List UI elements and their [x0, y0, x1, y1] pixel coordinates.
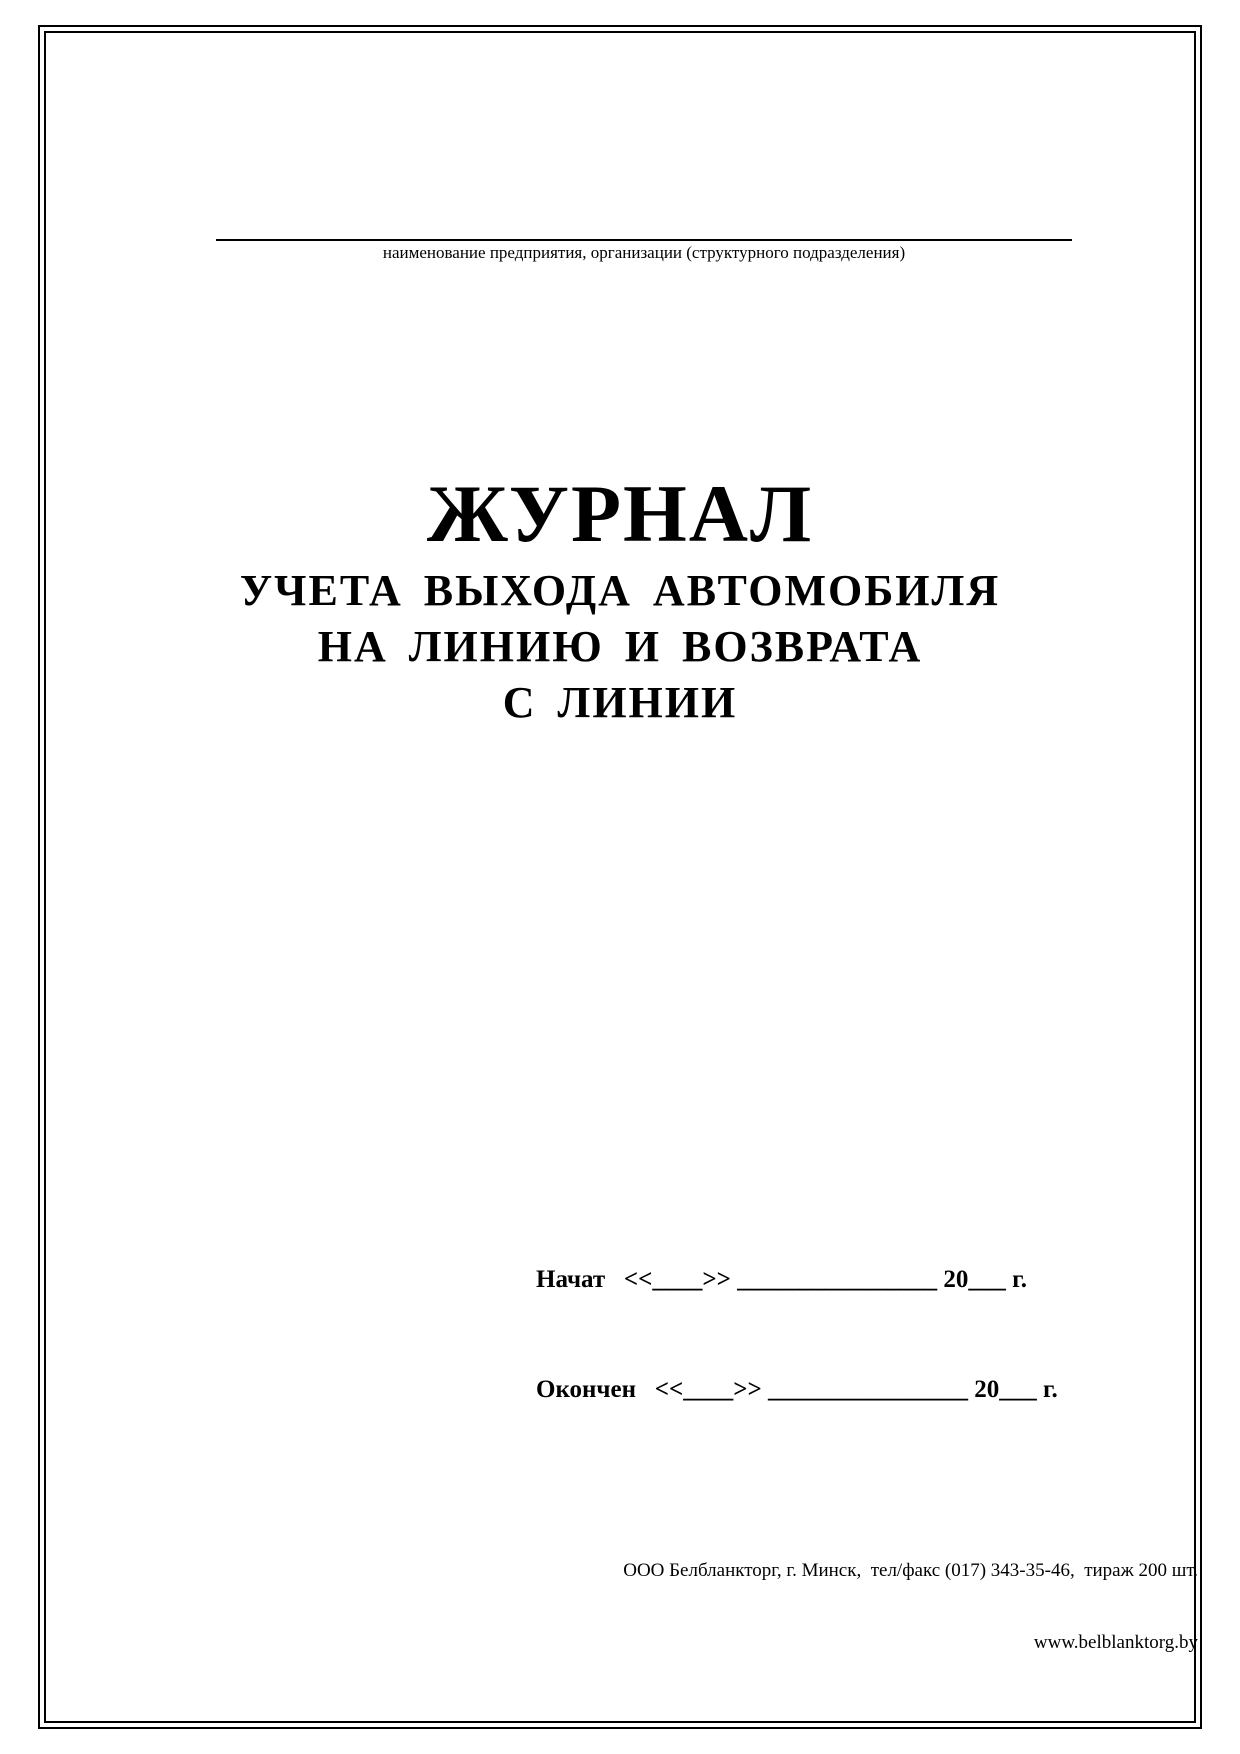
page-border-inner	[44, 31, 1196, 1723]
document-subtitle-line-1: УЧЕТА ВЫХОДА АВТОМОБИЛЯ	[239, 566, 1001, 615]
organization-name-line	[216, 239, 1072, 241]
publisher-website: www.belblanktorg.by	[1033, 1632, 1198, 1653]
started-date-field: Начат <<____>> ________________ 20___ г.	[536, 1266, 1027, 1293]
finished-date-field: Окончен <<____>> ________________ 20___ г.	[536, 1376, 1058, 1403]
document-subtitle-line-2: НА ЛИНИЮ И ВОЗВРАТА	[317, 622, 923, 671]
organization-name-caption: наименование предприятия, организации (структурного подразделения)	[382, 243, 906, 262]
document-title: ЖУРНАЛ	[426, 468, 814, 559]
publisher-details: ООО Белбланкторг, г. Минск, тел/факс (017) 343-35-46, тираж 200 шт.	[623, 1560, 1198, 1581]
document-subtitle-line-3: С ЛИНИИ	[502, 678, 738, 727]
publisher-info	[623, 1511, 1198, 1679]
